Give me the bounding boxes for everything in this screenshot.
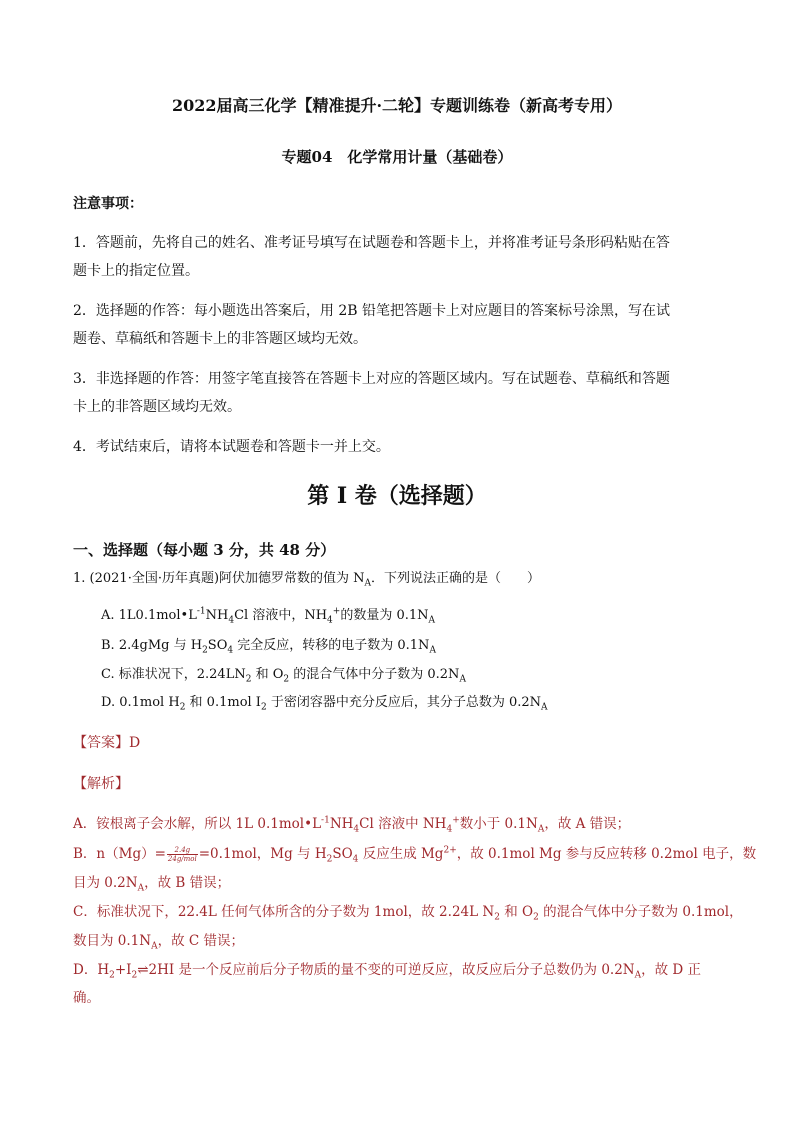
analysis-b-line-2: 目为 $0.2N_A$，故 B 错误； <box>73 875 231 894</box>
option-d: D. 0.1mol $H_2$ 和 0.1mol $I_2$ 于密闭容器中充分反应后，其分子总数为 $0.2N_A$ <box>101 695 548 713</box>
answer-label: 【答案】D <box>73 735 141 751</box>
fraction: $\frac{2.4g}{\text{24g/mol}}$ <box>167 846 197 863</box>
question-stem: 1. (2021·全国·历年真题)阿伏加德罗常数的值为 $N_A$．下列说法正确的是（ ） <box>73 571 541 589</box>
option-b: B. 2.4gMg 与 $H_2SO_4$ 完全反应，转移的电子数为 $0.1N_A$ <box>101 638 436 656</box>
analysis-label: 【解析】 <box>73 776 129 792</box>
notes-line-3: 2．选择题的作答：每小题选出答案后，用 2B 铅笔把答题卡上对应题目的答案标号涂黑，写在试 <box>73 303 671 319</box>
notes-heading: 注意事项： <box>73 196 143 212</box>
option-c: C. 标准状况下，$2.24LN_2$ 和 $O_2$ 的混合气体中分子数为 $0.2N_A$ <box>101 667 466 685</box>
part-heading: 一、选择题（每小题 3 分，共 48 分） <box>73 541 336 559</box>
analysis-d-line-1: D．$H_2+I_2\rightleftharpoons 2HI$ 是一个反应前后分子物质的量不变的可逆反应，故反应后分子总数仍为 $0.2N_A$，故 D 正 <box>73 962 702 981</box>
notes-line-5: 3．非选择题的作答：用签字笔直接答在答题卡上对应的答题区域内。写在试题卷、草稿纸和答题 <box>73 371 670 387</box>
analysis-d-line-2: 确。 <box>73 990 100 1006</box>
notes-line-1: 1．答题前，先将自己的姓名、准考证号填写在试题卷和答题卡上，并将准考证号条形码粘贴在答 <box>73 235 670 251</box>
notes-line-6: 卡上的非答题区域均无效。 <box>73 399 241 415</box>
option-a: A. $1L0.1mol•L^{-1}NH_4Cl$ 溶液中，$NH_4^+$的数量为 $0.1N_A$ <box>101 606 435 626</box>
analysis-c-line-2: 数目为 $0.1N_A$，故 C 错误； <box>73 933 244 952</box>
notes-line-7: 4．考试结束后，请将本试题卷和答题卡一并上交。 <box>73 439 390 455</box>
analysis-b-line-1: B．n（Mg）= $\frac{2.4g}{\text{24g/mol}}$ =0.1mol，Mg 与 $H_2SO_4$ 反应生成 $Mg^{2+}$，故 0.1mol Mg 参与反应转移 0.2mol 电子，数 <box>73 845 757 865</box>
analysis-c-line-1: C．标准状况下，22.4L 任何气体所含的分子数为 1mol，故 2.24L $N_2$ 和 $O_2$ 的混合气体中分子数为 0.1mol， <box>73 904 743 923</box>
document-subtitle: 专题04 化学常用计量（基础卷） <box>281 148 513 166</box>
section-title: 第 I 卷（选择题） <box>307 483 487 509</box>
notes-line-4: 题卷、草稿纸和答题卡上的非答题区域均无效。 <box>73 331 367 347</box>
notes-line-2: 题卡上的指定位置。 <box>73 263 199 279</box>
analysis-a: A．铵根离子会水解，所以 1L $0.1mol•L^{-1}NH_4Cl$ 溶液中 $NH_4^+$数小于 $0.1N_A$，故 A 错误； <box>73 815 631 835</box>
document-title: 2022届高三化学【精准提升·二轮】专题训练卷（新高考专用） <box>171 96 623 115</box>
